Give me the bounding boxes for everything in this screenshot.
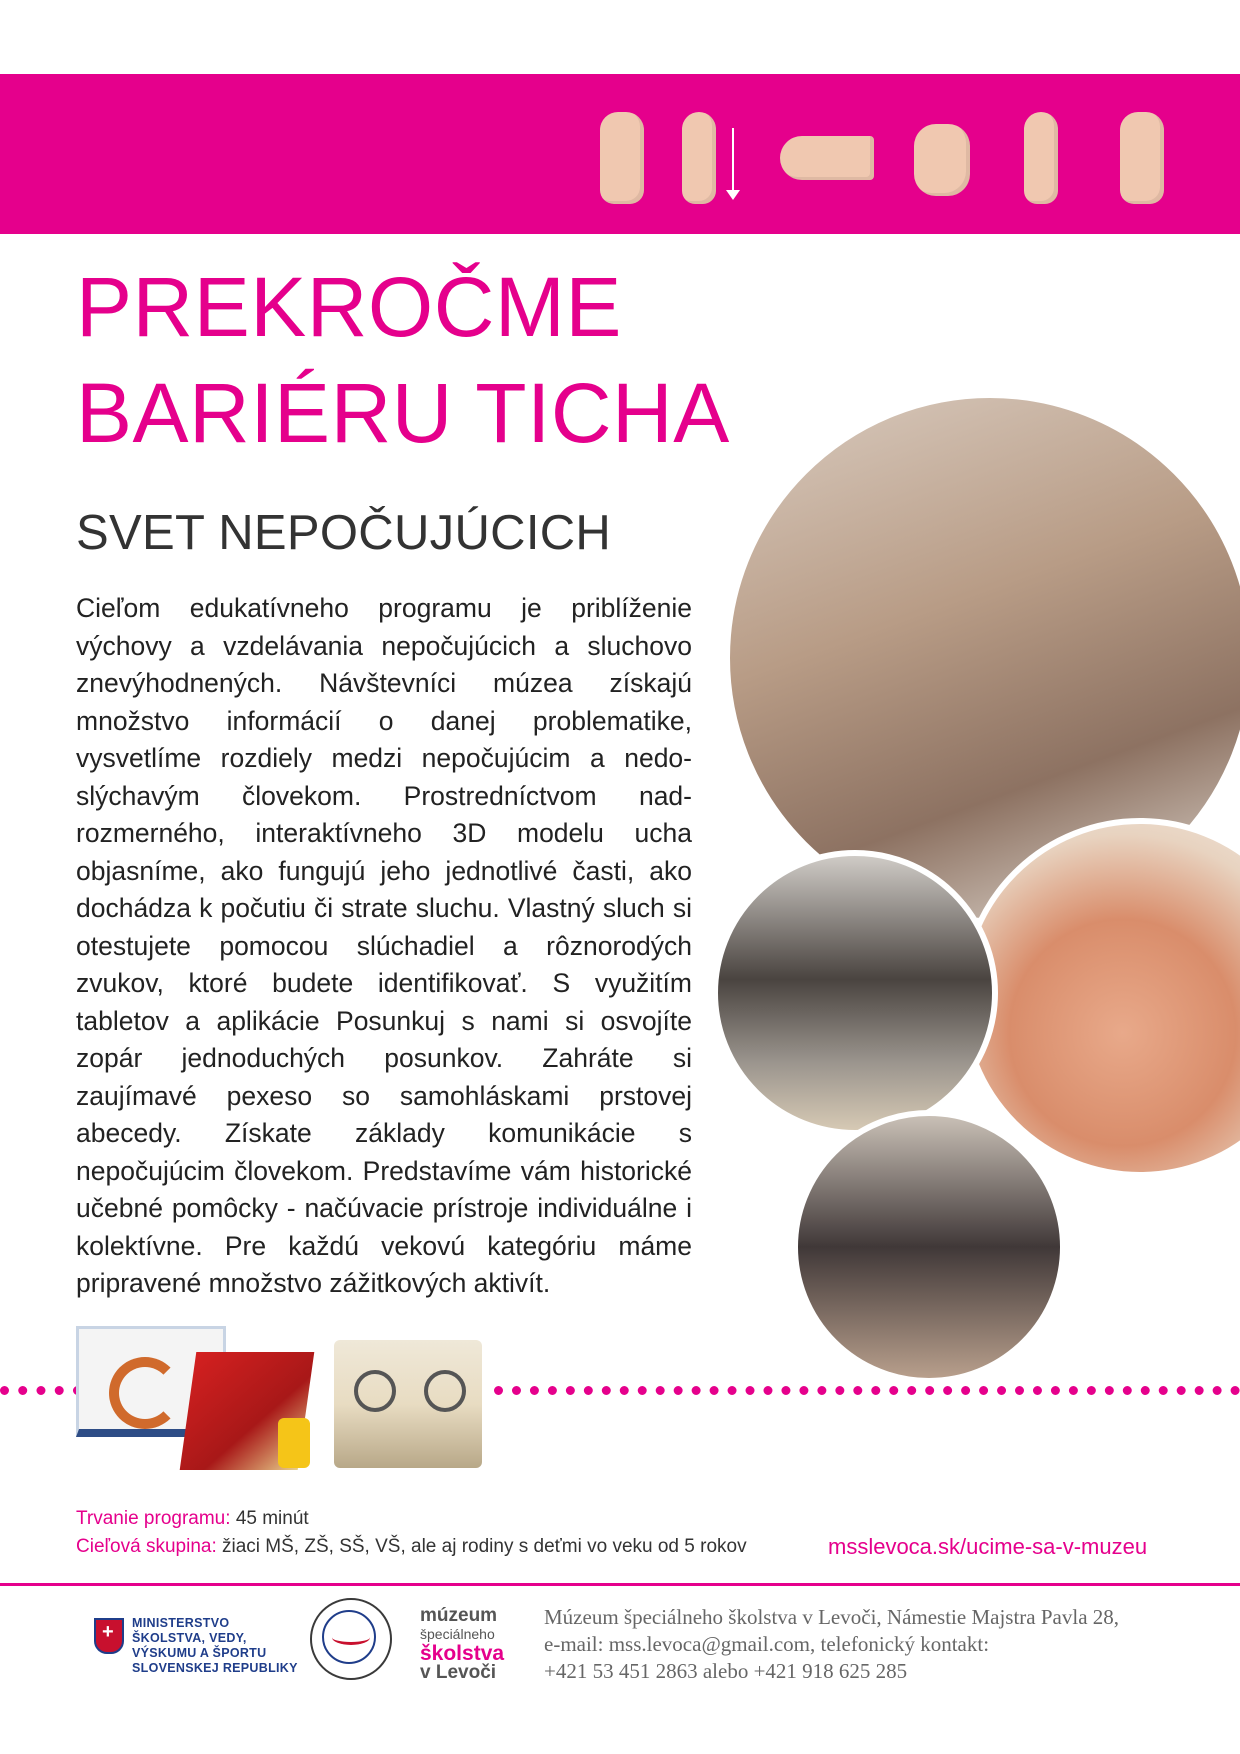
sign-hand-icon	[600, 112, 644, 204]
audience-label: Cieľová skupina:	[76, 1536, 217, 1557]
photo-teacher	[792, 1110, 1066, 1384]
program-description: Cieľom edukatívneho programu je priblíženie výchovy a vzdelávania nepočujúcich a sluchovo znevýhodnených. Návštevníci múzea získajú množstvo informácií o danej problematike, vysvetlíme rozdiely medzi nepočujúcim a nedo- slýchavým človekom. Prostredníctvom nad- rozmerného, interaktívneho 3D modelu ucha objasníme, ako fungujú jeho jednotlivé časti, ako dochádza k počutiu či strate sluchu. Vlastný sluch si otestujete pomocou slúchadiel a rôznorodých zvukov, ktoré budete identifikovať. S využitím tabletov a aplikácie Posunkuj s nami si osvojíte zopár jednoduchých posunkov. Zahráte si zaujímavé pexeso so samohláskami prstovej abecedy. Získate základy komunikácie s nepočujúcim človekom. Predstavíme vám historické učebné pomôcky - načúvacie prístroje individuálne i kolektívne. Pre každú vekovú kategóriu máme pripravené množstvo zážitkových aktivít.	[76, 593, 692, 1298]
cvti-wave-icon	[332, 1630, 370, 1645]
page-subtitle: SVET NEPOČUJÚCICH	[76, 506, 612, 560]
ministry-name	[132, 1616, 298, 1676]
hearing-aid-artifact	[278, 1418, 310, 1468]
photo-hearing-kit	[712, 850, 998, 1136]
dotted-divider	[0, 1386, 82, 1395]
museum-line: špeciálneho	[420, 1626, 495, 1642]
footer-divider	[0, 1583, 1240, 1586]
coat-of-arms-icon	[94, 1618, 124, 1654]
ministry-line: SLOVENSKEJ REPUBLIKY	[132, 1661, 298, 1675]
audience-value: žiaci MŠ, ZŠ, SŠ, VŠ, ale aj rodiny s deťmi vo veku od 5 rokov	[222, 1536, 747, 1557]
audience-info	[76, 1536, 747, 1558]
sign-hand-icon	[1024, 112, 1058, 204]
ministry-line: VÝSKUMU A ŠPORTU	[132, 1646, 267, 1660]
museum-line: v Levoči	[420, 1662, 497, 1683]
sign-hand-icon	[1120, 112, 1164, 204]
ministry-logo	[94, 1614, 304, 1684]
title-line: PREKROČME	[76, 260, 622, 354]
tape-recorder-artifact	[334, 1340, 482, 1468]
page-title	[76, 254, 730, 466]
title-line: BARIÉRU TICHA	[76, 366, 730, 460]
ministry-line: ŠKOLSTVA, VEDY,	[132, 1631, 247, 1645]
museum-line: múzeum	[420, 1605, 498, 1626]
sign-hand-icon	[682, 112, 716, 204]
cvti-logo	[310, 1598, 392, 1680]
website-link[interactable]: msslevoca.sk/ucime-sa-v-muzeu	[828, 1534, 1148, 1559]
contact-phone: +421 53 451 2863 alebo +421 918 625 285	[544, 1659, 908, 1683]
duration-label: Trvanie programu:	[76, 1508, 231, 1529]
sign-hand-icon	[914, 124, 970, 196]
contact-info	[544, 1604, 1184, 1685]
sign-hand-icon	[780, 136, 874, 180]
duration-value: 45 minút	[235, 1508, 309, 1529]
museum-logo	[420, 1606, 504, 1682]
duration-info	[76, 1508, 309, 1530]
arrow-down-icon	[732, 128, 734, 198]
museum-line: školstva	[420, 1642, 505, 1665]
dotted-divider	[494, 1386, 1240, 1395]
contact-email: e-mail: mss.levoca@gmail.com, telefonický kontakt:	[544, 1632, 990, 1656]
contact-address: Múzeum špeciálneho školstva v Levoči, Námestie Majstra Pavla 28,	[544, 1605, 1120, 1629]
ministry-line: MINISTERSTVO	[132, 1616, 230, 1630]
